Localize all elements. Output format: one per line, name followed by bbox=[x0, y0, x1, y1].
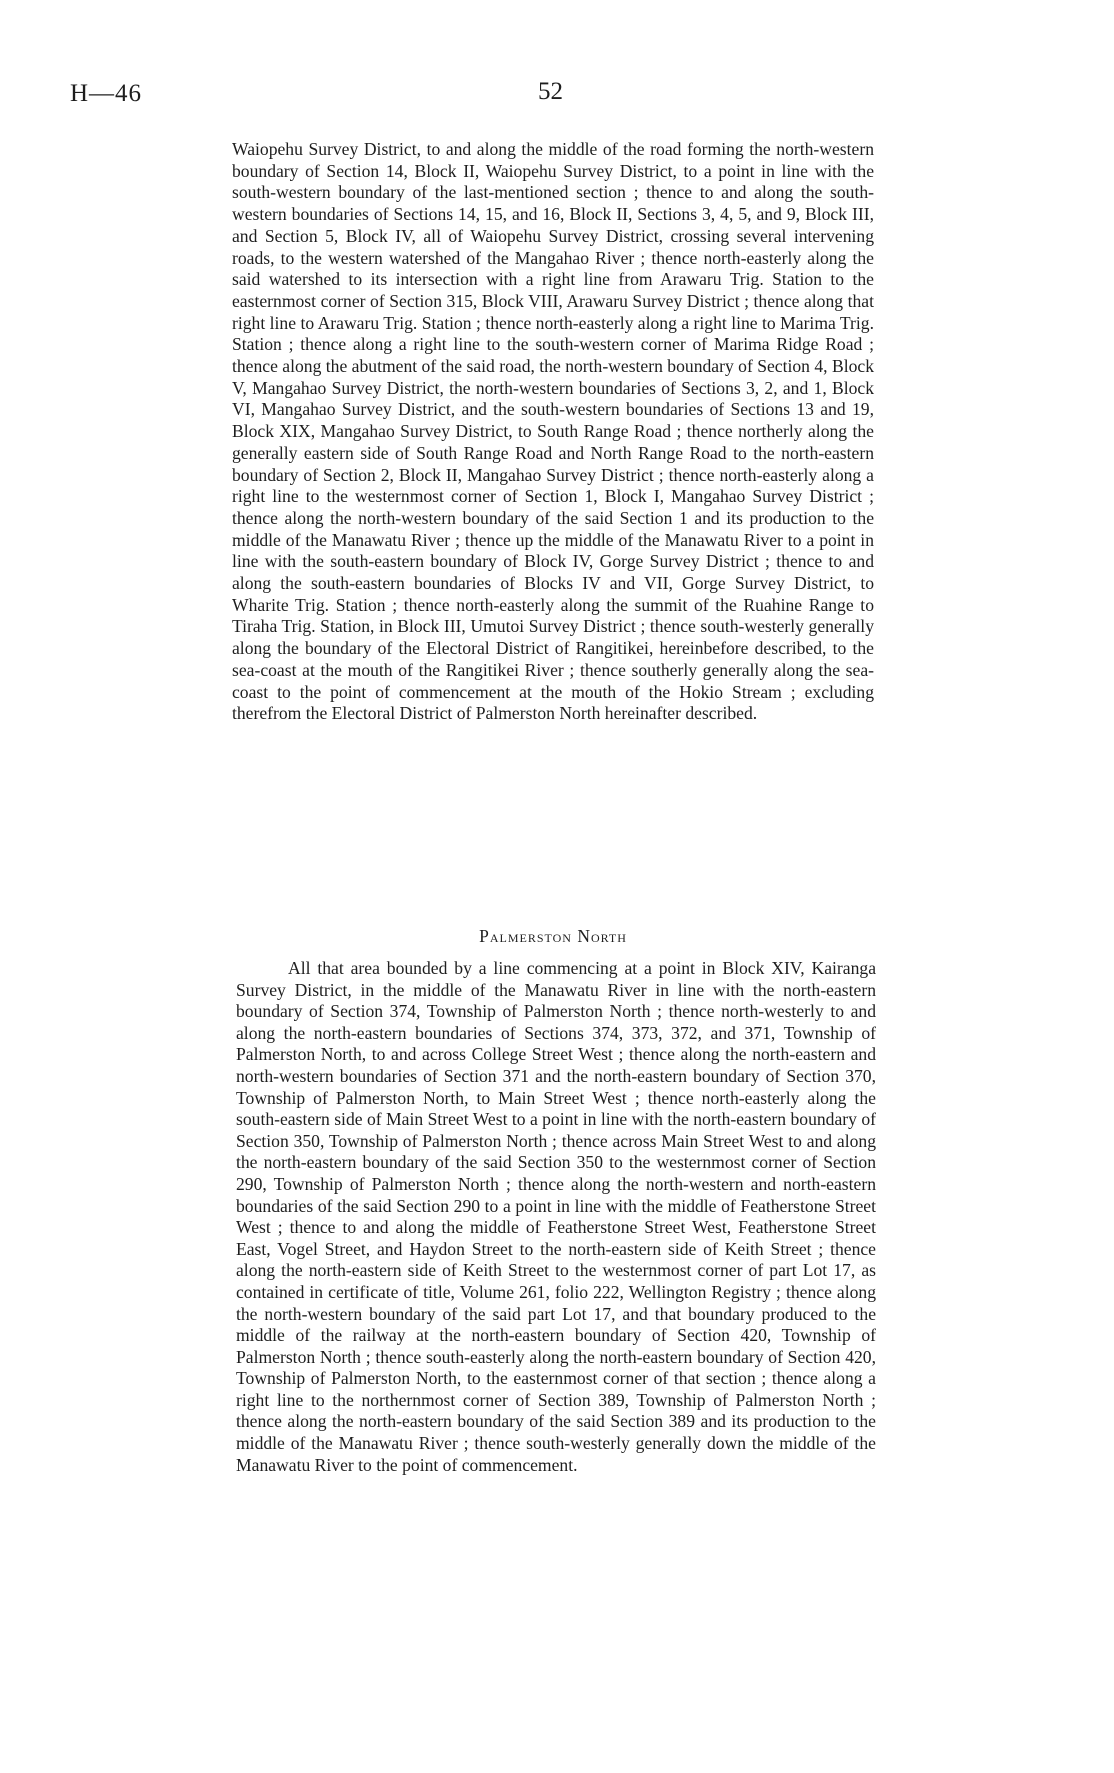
boundary-description-paragraph: Waiopehu Survey District, to and along the middle of the road forming the north-western boundary of Section 14, Block II, Waiopehu Survey District, to a point in line with the south-western boundary of the last-mentioned section ; thence to and along the south-western boundaries of Sections 14, 15, and 16, Block II, Sections 3, 4, 5, and 9, Block III, and Section 5, Block IV, all of Waiopehu Survey District, crossing several intervening roads, to the western watershed of the Mangahao River ; thence north-easterly along the said watershed to its intersection with a right line from Arawaru Trig. Station to the easternmost corner of Section 315, Block VIII, Arawaru Survey District ; thence along that right line to Arawaru Trig. Station ; thence north-easterly along a right line to Marima Trig. Station ; thence along a right line to the south-western corner of Marima Ridge Road ; thence along the abutment of the said road, the north-western boundary of Section 4, Block V, Mangahao Survey District, the north-western boundaries of Sections 3, 2, and 1, Block VI, Mangahao Survey District, and the south-western boundaries of Sections 13 and 19, Block XIX, Mangahao Survey District, to South Range Road ; thence northerly along the generally eastern side of South Range Road and North Range Road to the north-eastern boundary of Section 2, Block II, Mangahao Survey District ; thence north-easterly along a right line to the westernmost corner of Section 1, Block I, Mangahao Survey District ; thence along the north-western boundary of the said Section 1 and its production to the middle of the Manawatu River ; thence up the middle of the Manawatu River to a point in line with the south-eastern boundary of Block IV, Gorge Survey District ; thence to and along the south-eastern boundaries of Blocks IV and VII, Gorge Survey District, to Wharite Trig. Station ; thence north-easterly along the summit of the Ruahine Range to Tiraha Trig. Station, in Block III, Umutoi Survey District ; thence south-westerly generally along the boundary of the Electoral District of Rangitikei, hereinbefore described, to the sea-coast at the mouth of the Rangitikei River ; thence southerly generally along the sea-coast to the point of commencement at the mouth of the Hokio Stream ; excluding therefrom the Electoral District of Palmerston North hereinafter described. bbox=[232, 139, 874, 724]
page-reference: H—46 bbox=[70, 80, 143, 107]
palmerston-north-description-paragraph: All that area bounded by a line commencing at a point in Block XIV, Kairanga Survey District, in the middle of the Manawatu River in line with the north-eastern boundary of Section 374, Township of Palmerston North ; thence north-westerly to and along the north-eastern boundaries of Sections 374, 373, 372, and 371, Township of Palmerston North, to and across College Street West ; thence along the north-eastern and north-western boundaries of Section 371 and the north-eastern boundary of Section 370, Township of Palmerston North, to Main Street West ; thence north-easterly along the south-eastern side of Main Street West to a point in line with the north-eastern boundary of Section 350, Township of Palmerston North ; thence across Main Street West to and along the north-eastern boundary of the said Section 350 to the westernmost corner of Section 290, Township of Palmerston North ; thence along the north-western and north-eastern boundaries of the said Section 290 to a point in line with the middle of Featherstone Street West ; thence to and along the middle of Featherstone Street West, Featherstone Street East, Vogel Street, and Haydon Street to the north-eastern side of Keith Street ; thence along the north-eastern side of Keith Street to the westernmost corner of part Lot 17, as contained in certificate of title, Volume 261, folio 222, Wellington Registry ; thence along the north-western boundary of the said part Lot 17, and that boundary produced to the middle of the railway at the north-eastern boundary of Section 420, Township of Palmerston North ; thence south-easterly along the north-eastern boundary of Section 420, Township of Palmerston North, to the easternmost corner of that section ; thence along a right line to the northernmost corner of Section 389, Township of Palmerston North ; thence along the north-eastern boundary of the said Section 389 and its production to the middle of the Manawatu River ; thence south-westerly generally down the middle of the Manawatu River to the point of commencement. bbox=[236, 958, 876, 1475]
page-number: 52 bbox=[538, 78, 563, 105]
section-heading: Palmerston North bbox=[479, 926, 627, 946]
